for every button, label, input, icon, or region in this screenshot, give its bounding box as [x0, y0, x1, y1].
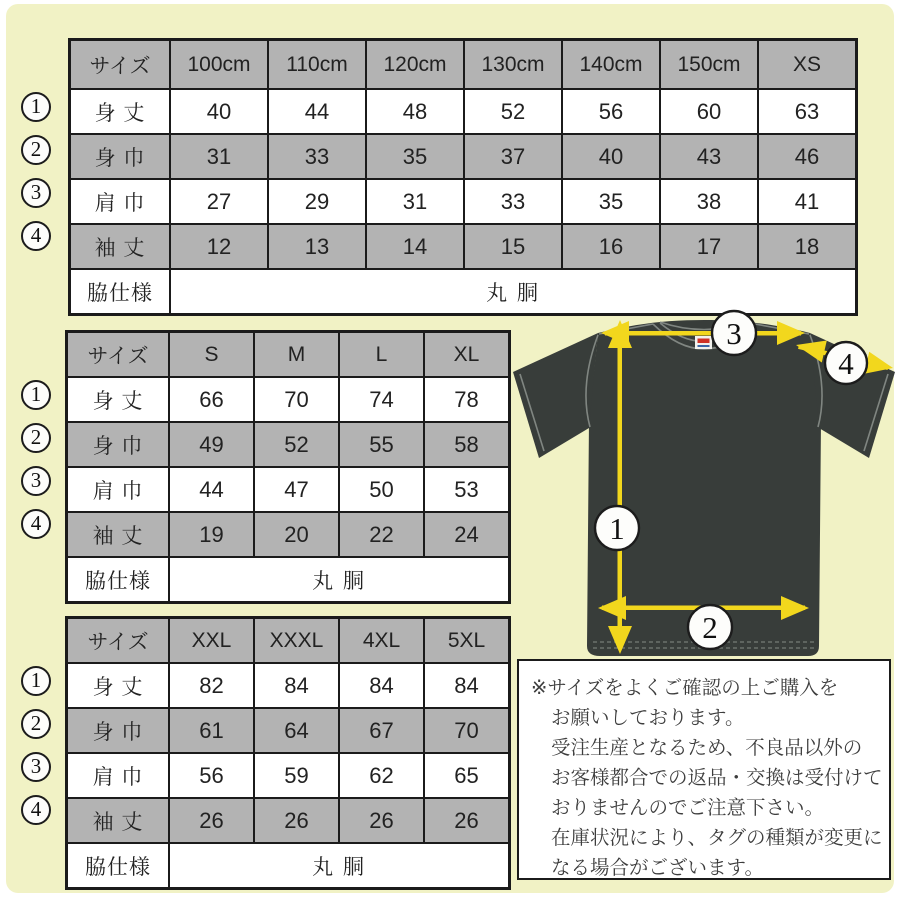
row-marker-circle: 3 — [21, 178, 51, 208]
measure-value-cell: 20 — [254, 512, 339, 557]
measure-value-cell: 26 — [424, 798, 510, 843]
body-length-arrow — [618, 328, 623, 644]
measure-value-cell: 27 — [170, 179, 268, 224]
measure-value-cell: 14 — [366, 224, 464, 269]
notice-line: お客様都合での返品・交換は受付けて — [551, 767, 883, 789]
size-header-cell: 140cm — [562, 40, 660, 90]
measure-label-cell: 肩 巾 — [70, 179, 171, 224]
measure-value-cell: 41 — [758, 179, 857, 224]
size-header-cell: 110cm — [268, 40, 366, 90]
svg-text:3: 3 — [726, 316, 742, 351]
svg-text:2: 2 — [702, 610, 718, 645]
measure-value-cell: 16 — [562, 224, 660, 269]
svg-text:1: 1 — [609, 511, 625, 546]
size-header-label: サイズ — [70, 40, 171, 90]
notice-line: お願いしております。 — [551, 707, 745, 729]
measure-label-cell: 肩 巾 — [67, 467, 170, 512]
size-header-cell: 150cm — [660, 40, 758, 90]
row-marker-circle: 1 — [21, 92, 51, 122]
measure-value-cell: 18 — [758, 224, 857, 269]
measure-value-cell: 49 — [169, 422, 254, 467]
measure-label-cell: 身 巾 — [70, 134, 171, 179]
size-header-cell: M — [254, 332, 339, 378]
row-marker-circle: 1 — [21, 666, 51, 696]
measure-value-cell: 84 — [339, 663, 424, 708]
size-header-cell: 4XL — [339, 618, 424, 664]
measure-value-cell: 47 — [254, 467, 339, 512]
measure-value-cell: 43 — [660, 134, 758, 179]
measure-label-cell: 身 丈 — [67, 377, 170, 422]
row-marker-circle: 3 — [21, 752, 51, 782]
size-header-cell: 5XL — [424, 618, 510, 664]
measure-value-cell: 17 — [660, 224, 758, 269]
brand-tag — [695, 336, 712, 349]
measure-value-cell: 37 — [464, 134, 562, 179]
measure-value-cell: 62 — [339, 753, 424, 798]
notice-line: おりませんのでご注意下さい。 — [551, 797, 825, 819]
measure-value-cell: 31 — [170, 134, 268, 179]
footer-value-cell: 丸 胴 — [169, 557, 510, 603]
measure-label-cell: 肩 巾 — [67, 753, 170, 798]
measure-value-cell: 26 — [339, 798, 424, 843]
measure-value-cell: 24 — [424, 512, 510, 557]
footer-value-cell: 丸 胴 — [169, 843, 510, 889]
measure-value-cell: 26 — [169, 798, 254, 843]
measure-value-cell: 84 — [424, 663, 510, 708]
size-header-label: サイズ — [67, 618, 170, 664]
size-header-cell: 120cm — [366, 40, 464, 90]
measure-label-cell: 身 丈 — [70, 89, 171, 134]
measure-value-cell: 74 — [339, 377, 424, 422]
measure-value-cell: 50 — [339, 467, 424, 512]
row-marker-circle: 4 — [21, 795, 51, 825]
tshirt-diagram — [503, 308, 897, 670]
measure-value-cell: 66 — [169, 377, 254, 422]
measure-value-cell: 38 — [660, 179, 758, 224]
shoulder-width-arrow — [605, 331, 801, 336]
row-marker-circle: 4 — [21, 221, 51, 251]
measure-value-cell: 12 — [170, 224, 268, 269]
size-header-cell: S — [169, 332, 254, 378]
size-header-cell: XXL — [169, 618, 254, 664]
footer-label-cell: 脇仕様 — [67, 557, 170, 603]
measure-value-cell: 84 — [254, 663, 339, 708]
measure-value-cell: 26 — [254, 798, 339, 843]
measure-value-cell: 40 — [562, 134, 660, 179]
size-table-kids-xs — [68, 38, 858, 316]
measure-label-cell: 身 巾 — [67, 708, 170, 753]
measure-label-cell: 身 丈 — [67, 663, 170, 708]
measure-value-cell: 35 — [366, 134, 464, 179]
measure-value-cell: 40 — [170, 89, 268, 134]
measure-label-cell: 袖 丈 — [67, 512, 170, 557]
row-marker-circle: 2 — [21, 135, 51, 165]
row-marker-circle: 2 — [21, 709, 51, 739]
footer-label-cell: 脇仕様 — [67, 843, 170, 889]
svg-text:4: 4 — [838, 346, 854, 381]
measure-value-cell: 44 — [268, 89, 366, 134]
notice-line: ※サイズをよくご確認の上ご購入を — [531, 677, 839, 699]
measure-value-cell: 61 — [169, 708, 254, 753]
measure-value-cell: 78 — [424, 377, 510, 422]
measure-value-cell: 53 — [424, 467, 510, 512]
measure-value-cell: 35 — [562, 179, 660, 224]
diagram-marker-2 — [688, 605, 732, 649]
size-header-cell: XL — [424, 332, 510, 378]
measure-value-cell: 58 — [424, 422, 510, 467]
footer-label-cell: 脇仕様 — [70, 269, 171, 315]
measure-value-cell: 56 — [562, 89, 660, 134]
size-table-s-xl — [65, 330, 511, 604]
size-header-cell: XXXL — [254, 618, 339, 664]
measure-value-cell: 48 — [366, 89, 464, 134]
size-table-xxl-5xl — [65, 616, 511, 890]
measure-value-cell: 70 — [424, 708, 510, 753]
measure-value-cell: 33 — [268, 134, 366, 179]
measure-label-cell: 袖 丈 — [70, 224, 171, 269]
row-marker-circle: 4 — [21, 509, 51, 539]
measure-value-cell: 22 — [339, 512, 424, 557]
measure-value-cell: 82 — [169, 663, 254, 708]
size-header-cell: XS — [758, 40, 857, 90]
size-header-label: サイズ — [67, 332, 170, 378]
measure-value-cell: 13 — [268, 224, 366, 269]
measure-value-cell: 55 — [339, 422, 424, 467]
diagram-marker-3 — [712, 311, 756, 355]
measure-value-cell: 15 — [464, 224, 562, 269]
size-header-cell: 100cm — [170, 40, 268, 90]
measure-value-cell: 46 — [758, 134, 857, 179]
notice-line: なる場合がございます。 — [551, 857, 764, 879]
measure-value-cell: 33 — [464, 179, 562, 224]
row-marker-circle: 1 — [21, 380, 51, 410]
size-header-cell: 130cm — [464, 40, 562, 90]
purchase-notice-text — [531, 673, 883, 883]
measure-value-cell: 44 — [169, 467, 254, 512]
row-marker-circle: 3 — [21, 466, 51, 496]
measure-value-cell: 29 — [268, 179, 366, 224]
measure-value-cell: 67 — [339, 708, 424, 753]
measure-value-cell: 31 — [366, 179, 464, 224]
measure-label-cell: 身 巾 — [67, 422, 170, 467]
footer-value-cell: 丸 胴 — [170, 269, 857, 315]
measure-value-cell: 52 — [254, 422, 339, 467]
diagram-marker-1 — [595, 506, 639, 550]
measure-value-cell: 19 — [169, 512, 254, 557]
measure-value-cell: 64 — [254, 708, 339, 753]
size-header-cell: L — [339, 332, 424, 378]
notice-line: 在庫状況により、タグの種類が変更に — [551, 827, 883, 849]
measure-value-cell: 63 — [758, 89, 857, 134]
notice-line: 受注生産となるため、不良品以外の — [551, 737, 863, 759]
diagram-marker-4 — [825, 342, 867, 384]
measure-label-cell: 袖 丈 — [67, 798, 170, 843]
measure-value-cell: 52 — [464, 89, 562, 134]
row-marker-circle: 2 — [21, 423, 51, 453]
measure-value-cell: 70 — [254, 377, 339, 422]
measure-value-cell: 56 — [169, 753, 254, 798]
measure-value-cell: 60 — [660, 89, 758, 134]
measure-value-cell: 59 — [254, 753, 339, 798]
measure-value-cell: 65 — [424, 753, 510, 798]
purchase-notice-box — [517, 659, 891, 880]
